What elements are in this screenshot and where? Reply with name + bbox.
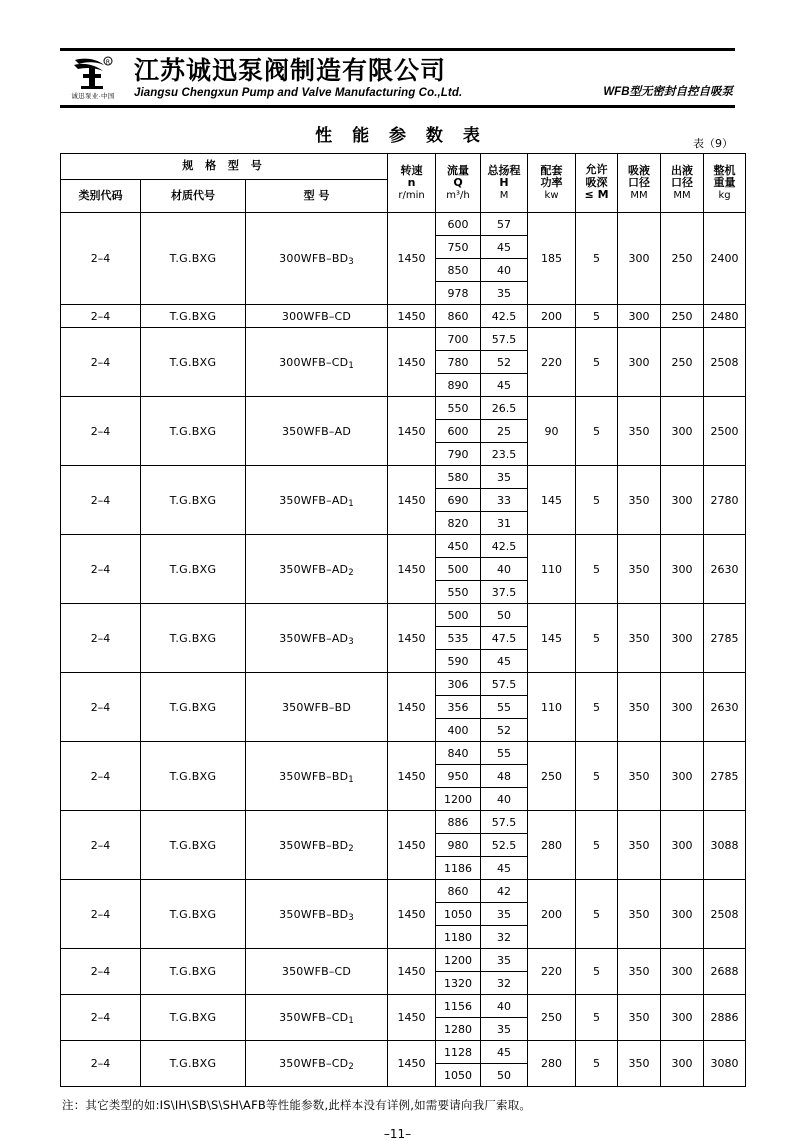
cell-flow: 820: [436, 512, 481, 535]
cell-flow: 690: [436, 489, 481, 512]
cell-discharge: 300: [661, 397, 704, 466]
cell-material-code: T.G.BXG: [141, 880, 246, 949]
cell-flow: 886: [436, 811, 481, 834]
cell-material-code: T.G.BXG: [141, 328, 246, 397]
cell-discharge: 300: [661, 811, 704, 880]
cell-power: 185: [528, 213, 576, 305]
cell-flow: 1156: [436, 995, 481, 1018]
cell-speed: 1450: [388, 673, 436, 742]
header-rule-bottom: [60, 105, 735, 108]
cell-suction: 300: [618, 328, 661, 397]
cell-head: 32: [481, 972, 528, 995]
cell-head: 40: [481, 558, 528, 581]
cell-flow: 700: [436, 328, 481, 351]
cell-weight: 2785: [704, 742, 746, 811]
cell-speed: 1450: [388, 880, 436, 949]
cell-discharge: 300: [661, 604, 704, 673]
cell-flow: 790: [436, 443, 481, 466]
cell-flow: 1050: [436, 1064, 481, 1087]
cell-flow: 590: [436, 650, 481, 673]
cell-suction: 350: [618, 397, 661, 466]
table-row: [61, 213, 746, 236]
cell-head: 45: [481, 374, 528, 397]
cell-category-code: 2–4: [61, 213, 141, 305]
header-suction: 吸液 口径 MM: [618, 154, 661, 213]
cell-power: 110: [528, 673, 576, 742]
cell-head: 45: [481, 857, 528, 880]
cell-speed: 1450: [388, 213, 436, 305]
logo-caption: 诚迅泵业·中国: [71, 93, 115, 100]
cell-npsh: 5: [576, 466, 618, 535]
cell-head: 31: [481, 512, 528, 535]
cell-weight: 2688: [704, 949, 746, 995]
cell-head: 35: [481, 466, 528, 489]
company-name-cn: 江苏诚迅泵阀制造有限公司: [134, 55, 447, 85]
cell-flow: 306: [436, 673, 481, 696]
cell-speed: 1450: [388, 305, 436, 328]
cell-npsh: 5: [576, 673, 618, 742]
cell-suction: 350: [618, 604, 661, 673]
model-subscript: 2: [348, 1062, 354, 1072]
page-header: [60, 48, 735, 108]
cell-flow: 1200: [436, 788, 481, 811]
cell-material-code: T.G.BXG: [141, 673, 246, 742]
model-subscript: 1: [348, 1016, 354, 1026]
cell-flow: 850: [436, 259, 481, 282]
cell-flow: 780: [436, 351, 481, 374]
cell-speed: 1450: [388, 535, 436, 604]
model-subscript: 1: [348, 360, 354, 371]
model-subscript: 2: [348, 567, 354, 578]
header-category-code: 类别代码: [61, 180, 141, 213]
cell-head: 55: [481, 696, 528, 719]
cell-suction: 350: [618, 1041, 661, 1087]
cell-flow: 750: [436, 236, 481, 259]
cell-model: 350WFB–CD: [246, 949, 388, 995]
table-header-row-1: [61, 154, 746, 180]
cell-discharge: 300: [661, 1041, 704, 1087]
svg-text:R: R: [105, 59, 111, 66]
cell-discharge: 300: [661, 742, 704, 811]
cell-speed: 1450: [388, 811, 436, 880]
cell-suction: 350: [618, 995, 661, 1041]
cell-material-code: T.G.BXG: [141, 949, 246, 995]
cell-model: 350WFB–BD: [246, 673, 388, 742]
cell-material-code: T.G.BXG: [141, 604, 246, 673]
cell-head: 23.5: [481, 443, 528, 466]
cell-discharge: 300: [661, 466, 704, 535]
table-row: [61, 811, 746, 834]
cell-power: 250: [528, 995, 576, 1041]
cell-flow: 550: [436, 397, 481, 420]
cell-power: 200: [528, 880, 576, 949]
cell-head: 35: [481, 282, 528, 305]
cell-category-code: 2–4: [61, 1041, 141, 1087]
cell-flow: 890: [436, 374, 481, 397]
cell-npsh: 5: [576, 949, 618, 995]
cell-material-code: T.G.BXG: [141, 1041, 246, 1087]
cell-power: 145: [528, 466, 576, 535]
cell-flow: 1180: [436, 926, 481, 949]
cell-flow: 400: [436, 719, 481, 742]
cell-head: 48: [481, 765, 528, 788]
cell-head: 40: [481, 788, 528, 811]
cell-model: 350WFB–BD1: [246, 742, 388, 811]
cell-weight: 2400: [704, 213, 746, 305]
cell-category-code: 2–4: [61, 949, 141, 995]
cell-suction: 350: [618, 673, 661, 742]
cell-head: 42.5: [481, 305, 528, 328]
cell-power: 280: [528, 1041, 576, 1087]
cell-model: 350WFB–BD2: [246, 811, 388, 880]
cell-discharge: 300: [661, 673, 704, 742]
cell-speed: 1450: [388, 397, 436, 466]
table-row: [61, 742, 746, 765]
cell-weight: 2500: [704, 397, 746, 466]
cell-head: 45: [481, 1041, 528, 1064]
cell-discharge: 300: [661, 535, 704, 604]
cell-weight: 3088: [704, 811, 746, 880]
cell-suction: 300: [618, 305, 661, 328]
cell-power: 220: [528, 328, 576, 397]
cell-head: 52: [481, 719, 528, 742]
header-npsh: 允许 吸深 ≤ M: [576, 154, 618, 213]
cell-material-code: T.G.BXG: [141, 466, 246, 535]
cell-npsh: 5: [576, 604, 618, 673]
table-row: [61, 673, 746, 696]
cell-suction: 300: [618, 213, 661, 305]
cell-npsh: 5: [576, 213, 618, 305]
cell-flow: 978: [436, 282, 481, 305]
cell-power: 220: [528, 949, 576, 995]
cell-speed: 1450: [388, 949, 436, 995]
cell-suction: 350: [618, 949, 661, 995]
cell-head: 26.5: [481, 397, 528, 420]
header-material-code: 材质代号: [141, 180, 246, 213]
cell-material-code: T.G.BXG: [141, 305, 246, 328]
cell-model: 350WFB–CD2: [246, 1041, 388, 1087]
cell-npsh: 5: [576, 328, 618, 397]
cell-speed: 1450: [388, 604, 436, 673]
table-row: [61, 305, 746, 328]
cell-material-code: T.G.BXG: [141, 742, 246, 811]
performance-table: [60, 153, 746, 1087]
cell-head: 33: [481, 489, 528, 512]
model-subscript: 3: [348, 257, 354, 267]
cell-flow: 860: [436, 880, 481, 903]
cell-head: 50: [481, 604, 528, 627]
model-subscript: 3: [348, 636, 354, 647]
cell-category-code: 2–4: [61, 995, 141, 1041]
cell-material-code: T.G.BXG: [141, 213, 246, 305]
cell-model: 350WFB–AD2: [246, 535, 388, 604]
cell-flow: 500: [436, 604, 481, 627]
cell-head: 40: [481, 995, 528, 1018]
cell-flow: 1128: [436, 1041, 481, 1064]
cell-flow: 1050: [436, 903, 481, 926]
cell-flow: 600: [436, 213, 481, 236]
cell-category-code: 2–4: [61, 535, 141, 604]
cell-discharge: 250: [661, 213, 704, 305]
model-subscript: 2: [348, 843, 354, 854]
cell-head: 57.5: [481, 811, 528, 834]
table-row: [61, 466, 746, 489]
cell-model: 350WFB–AD: [246, 397, 388, 466]
cell-category-code: 2–4: [61, 742, 141, 811]
cell-suction: 350: [618, 742, 661, 811]
header-head: 总扬程 H M: [481, 154, 528, 213]
cell-head: 47.5: [481, 627, 528, 650]
cell-weight: 3080: [704, 1041, 746, 1087]
cell-weight: 2630: [704, 673, 746, 742]
header-weight: 整机 重量 kg: [704, 154, 746, 213]
company-logo: [62, 53, 124, 103]
cell-head: 25: [481, 420, 528, 443]
cell-flow: 1186: [436, 857, 481, 880]
cell-head: 55: [481, 742, 528, 765]
header-discharge: 出液 口径 MM: [661, 154, 704, 213]
table-row: [61, 1041, 746, 1064]
cell-npsh: 5: [576, 811, 618, 880]
cell-flow: 1320: [436, 972, 481, 995]
cell-category-code: 2–4: [61, 466, 141, 535]
cell-head: 35: [481, 1018, 528, 1041]
header-model: 型 号: [246, 180, 388, 213]
model-subscript: 3: [348, 912, 354, 923]
cell-head: 42: [481, 880, 528, 903]
cell-head: 35: [481, 903, 528, 926]
cell-flow: 600: [436, 420, 481, 443]
cell-power: 110: [528, 535, 576, 604]
cell-suction: 350: [618, 535, 661, 604]
cell-speed: 1450: [388, 466, 436, 535]
cell-speed: 1450: [388, 995, 436, 1041]
cell-model: 300WFB–CD1: [246, 328, 388, 397]
cell-discharge: 250: [661, 305, 704, 328]
cell-head: 32: [481, 926, 528, 949]
cell-head: 52.5: [481, 834, 528, 857]
cell-head: 45: [481, 650, 528, 673]
cell-speed: 1450: [388, 328, 436, 397]
cell-npsh: 5: [576, 397, 618, 466]
cell-flow: 550: [436, 581, 481, 604]
cell-npsh: 5: [576, 880, 618, 949]
cell-power: 90: [528, 397, 576, 466]
cell-model: 300WFB–CD: [246, 305, 388, 328]
cell-npsh: 5: [576, 535, 618, 604]
cell-flow: 535: [436, 627, 481, 650]
document-page: [0, 48, 795, 1141]
cell-category-code: 2–4: [61, 397, 141, 466]
cell-head: 52: [481, 351, 528, 374]
table-row: [61, 995, 746, 1018]
cell-model: 350WFB–CD1: [246, 995, 388, 1041]
cell-material-code: T.G.BXG: [141, 397, 246, 466]
page-number: –11–: [383, 1127, 412, 1141]
cell-head: 35: [481, 949, 528, 972]
cell-head: 45: [481, 236, 528, 259]
cell-discharge: 300: [661, 880, 704, 949]
page-title: 性 能 参 数 表: [315, 126, 487, 146]
cell-category-code: 2–4: [61, 305, 141, 328]
cell-npsh: 5: [576, 1041, 618, 1087]
cell-head: 57.5: [481, 328, 528, 351]
cell-weight: 2785: [704, 604, 746, 673]
title-row: [60, 121, 735, 150]
footnote: 注：其它类型的如:IS\IH\SB\S\SH\AFB等性能参数,此样本没有详例,如需要请向我厂索取。: [62, 1098, 532, 1112]
cell-model: 300WFB–BD3: [246, 213, 388, 305]
cell-discharge: 300: [661, 949, 704, 995]
header-flow: 流量 Q m³/h: [436, 154, 481, 213]
cell-head: 37.5: [481, 581, 528, 604]
cell-weight: 2630: [704, 535, 746, 604]
cell-category-code: 2–4: [61, 673, 141, 742]
cell-npsh: 5: [576, 742, 618, 811]
table-row: [61, 328, 746, 351]
cell-power: 145: [528, 604, 576, 673]
cell-flow: 1280: [436, 1018, 481, 1041]
cell-head: 57: [481, 213, 528, 236]
company-name-en: Jiangsu Chengxun Pump and Valve Manufacturing Co.,Ltd.: [134, 87, 463, 100]
cell-category-code: 2–4: [61, 328, 141, 397]
cell-model: 350WFB–BD3: [246, 880, 388, 949]
table-row: [61, 604, 746, 627]
cell-category-code: 2–4: [61, 811, 141, 880]
cell-flow: 1200: [436, 949, 481, 972]
table-row: [61, 397, 746, 420]
product-line-label: WFB型无密封自控自吸泵: [603, 86, 733, 98]
cell-discharge: 300: [661, 995, 704, 1041]
cell-material-code: T.G.BXG: [141, 995, 246, 1041]
cell-head: 42.5: [481, 535, 528, 558]
cell-flow: 980: [436, 834, 481, 857]
cell-flow: 500: [436, 558, 481, 581]
cell-flow: 580: [436, 466, 481, 489]
cell-speed: 1450: [388, 742, 436, 811]
cell-suction: 350: [618, 466, 661, 535]
cell-weight: 2780: [704, 466, 746, 535]
cell-npsh: 5: [576, 995, 618, 1041]
table-row: [61, 535, 746, 558]
model-subscript: 1: [348, 498, 354, 509]
table-head: [61, 154, 746, 213]
logo-mark-icon: [71, 56, 115, 90]
cell-head: 40: [481, 259, 528, 282]
cell-material-code: T.G.BXG: [141, 811, 246, 880]
cell-head: 50: [481, 1064, 528, 1087]
cell-flow: 950: [436, 765, 481, 788]
cell-power: 280: [528, 811, 576, 880]
cell-category-code: 2–4: [61, 880, 141, 949]
cell-npsh: 5: [576, 305, 618, 328]
cell-suction: 350: [618, 880, 661, 949]
cell-power: 250: [528, 742, 576, 811]
cell-weight: 2480: [704, 305, 746, 328]
model-subscript: 1: [348, 774, 354, 785]
table-row: [61, 880, 746, 903]
cell-head: 57.5: [481, 673, 528, 696]
cell-suction: 350: [618, 811, 661, 880]
cell-model: 350WFB–AD3: [246, 604, 388, 673]
cell-weight: 2508: [704, 880, 746, 949]
cell-material-code: T.G.BXG: [141, 535, 246, 604]
table-body: [61, 213, 746, 1087]
cell-flow: 356: [436, 696, 481, 719]
cell-weight: 2508: [704, 328, 746, 397]
cell-category-code: 2–4: [61, 604, 141, 673]
cell-flow: 840: [436, 742, 481, 765]
header-spec-model: 规 格 型 号: [61, 154, 388, 180]
header-speed: 转速 n r/min: [388, 154, 436, 213]
header-power: 配套 功率 kw: [528, 154, 576, 213]
cell-flow: 860: [436, 305, 481, 328]
cell-model: 350WFB–AD1: [246, 466, 388, 535]
table-number: 表（9）: [693, 137, 733, 150]
cell-weight: 2886: [704, 995, 746, 1041]
table-row: [61, 949, 746, 972]
cell-discharge: 250: [661, 328, 704, 397]
cell-flow: 450: [436, 535, 481, 558]
cell-power: 200: [528, 305, 576, 328]
cell-speed: 1450: [388, 1041, 436, 1087]
